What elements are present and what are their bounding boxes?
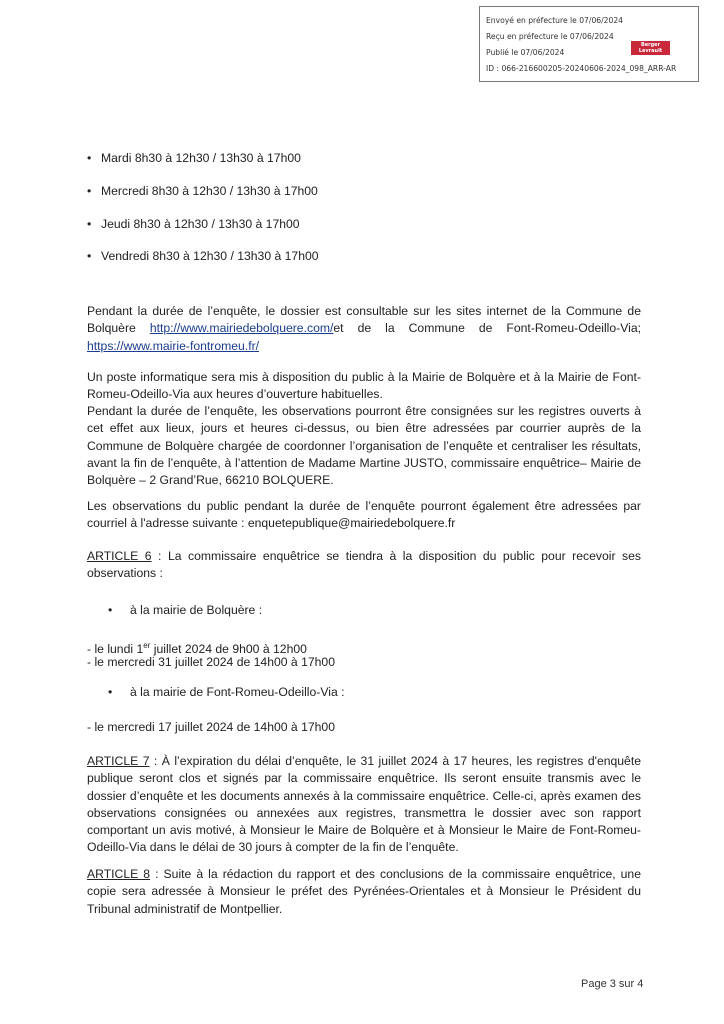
article-8-label: ARTICLE 8 bbox=[87, 867, 151, 881]
schedule-item: • Mardi 8h30 à 12h30 / 13h30 à 17h00 bbox=[87, 151, 301, 165]
paragraph-email: Les observations du public pendant la durée de l’enquête pourront également être adressées par courriel à l'adresse suivante : enquetepublique@mairiedebolquere.fr bbox=[87, 499, 641, 531]
berger-levrault-logo: Berger Levrault bbox=[631, 41, 670, 55]
date-line: - le mercredi 31 juillet 2024 de 14h00 à 17h00 bbox=[87, 655, 335, 669]
paragraph-websites: Pendant la durée de l’enquête, le dossier est consultable sur les sites internet de la Commune de Bolquère http://www.mairiedebolquere.com/et de la Commune de Font-Romeu-Odeillo-Via; https://www.mairie-fontromeu.fr/ bbox=[87, 304, 641, 353]
date-line: - le lundi 1er juillet 2024 de 9h00 à 12h00 bbox=[87, 641, 307, 657]
article-7: ARTICLE 7 : À l’expiration du délai d’enquête, le 31 juillet 2024 à 17 heures, les registres d'enquête publique seront clos et signés par la commissaire enquêtrice. Ils seront ensuite transmis avec le dossier d’enquête et les documents annexés à la commissaire enquêtrice. Celle-ci, après examen des observations consignées ou annexées aux registres, transmettra le dossier avec son rapport comportant un avis motivé, à Monsieur le Maire de Bolquère et à Monsieur le Maire de Font-Romeu-Odeillo-Via dans le délai de 30 jours à compter de la fin de l’enquête. bbox=[87, 754, 641, 855]
paragraph-observations: Pendant la durée de l’enquête, les observations pourront être consignées sur les registres ouverts à cet effet aux lieux, jours et heures ci-dessus, ou bien être adressées par courrier auprès de la Commune de Bolquère chargée de coordonner l’organisation de l’enquête et centraliser les résultats, avant la fin de l’enquête, à l’attention de Madame Martine JUSTO, commissaire enquêtrice– Mairie de Bolquère – 2 Grand’Rue, 66210 BOLQUERE. bbox=[87, 404, 641, 488]
article-6-label: ARTICLE 6 bbox=[87, 549, 152, 563]
stamp-id: ID : 066-216600205-20240606-2024_098_ARR-AR bbox=[486, 64, 677, 73]
paragraph-computer: Un poste informatique sera mis à disposition du public à la Mairie de Bolquère et à la Mairie de Font-Romeu-Odeillo-Via aux heures d’ouverture habituelles. bbox=[87, 370, 641, 402]
stamp-published: Publié le 07/06/2024 bbox=[486, 48, 565, 57]
article-7-label: ARTICLE 7 bbox=[87, 754, 150, 768]
schedule-item: • Jeudi 8h30 à 12h30 / 13h30 à 17h00 bbox=[87, 217, 300, 231]
prefecture-stamp bbox=[479, 6, 699, 82]
page-number: Page 3 sur 4 bbox=[581, 978, 644, 990]
article-6: ARTICLE 6 : La commissaire enquêtrice se tiendra à la disposition du public pour recevoir ses observations : bbox=[87, 549, 642, 581]
location-item: • à la mairie de Bolquère : bbox=[108, 603, 263, 617]
link-bolquere[interactable]: http://www.mairiedebolquere.com/ bbox=[149, 321, 334, 336]
stamp-sent: Envoyé en préfecture le 07/06/2024 bbox=[486, 16, 623, 25]
link-fontromeu[interactable]: https://www.mairie-fontromeu.fr/ bbox=[87, 338, 260, 353]
stamp-received: Reçu en préfecture le 07/06/2024 bbox=[486, 32, 614, 41]
date-line: - le mercredi 17 juillet 2024 de 14h00 à 17h00 bbox=[87, 720, 335, 734]
article-8: ARTICLE 8 : Suite à la rédaction du rapport et des conclusions de la commissaire enquêtrice, une copie sera adressée à Monsieur le préfet des Pyrénées-Orientales et à Monsieur le Président du Tribunal administratif de Montpellier. bbox=[87, 867, 641, 916]
schedule-item: • Mercredi 8h30 à 12h30 / 13h30 à 17h00 bbox=[87, 184, 318, 198]
location-item: • à la mairie de Font-Romeu-Odeillo-Via : bbox=[108, 685, 345, 699]
schedule-item: • Vendredi 8h30 à 12h30 / 13h30 à 17h00 bbox=[87, 249, 319, 263]
